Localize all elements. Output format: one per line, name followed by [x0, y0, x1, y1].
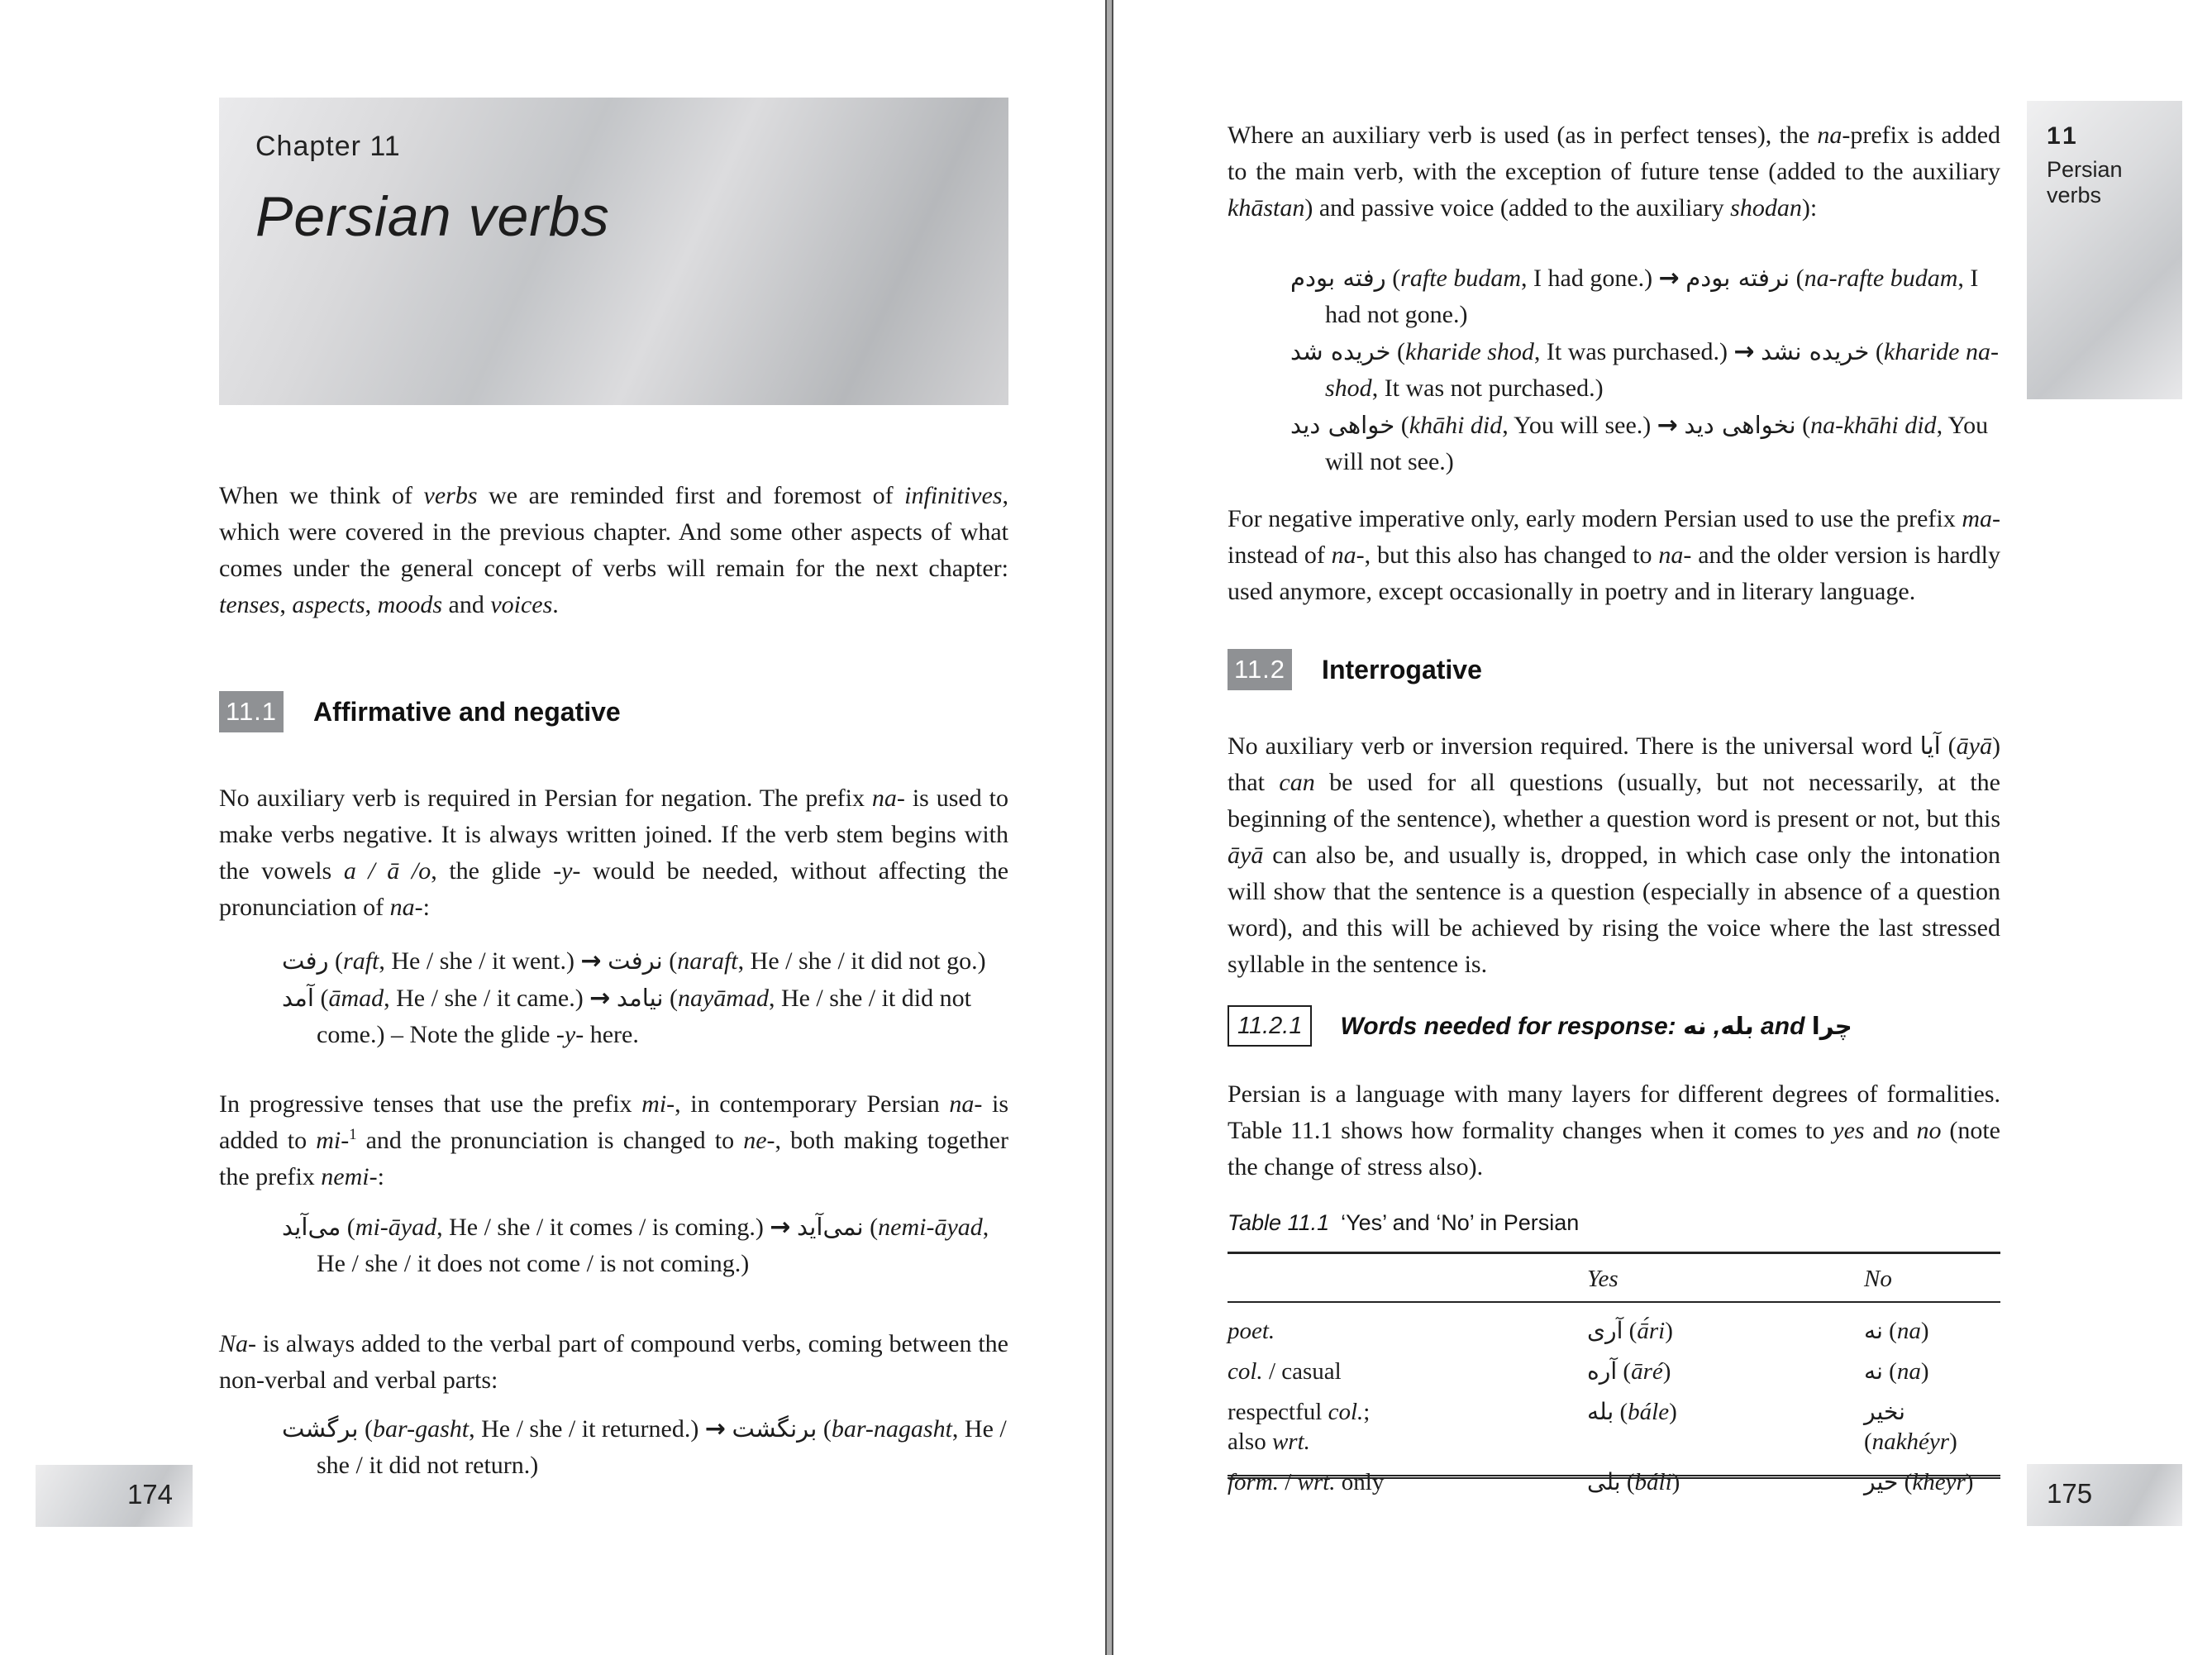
table-row [1228, 1351, 2000, 1391]
spine-divider [1105, 0, 1113, 1655]
section-title: Affirmative and negative [313, 696, 621, 727]
example-block-compound [219, 1410, 1008, 1484]
yes-cell: آری (ā́ri) [1587, 1317, 1673, 1344]
chapter-label: Chapter 11 [255, 131, 401, 162]
example-item: برگشت (bar-gasht, He / she / it returned.) → برنگشت (bar-nagasht, He / she / it did not return.) [282, 1414, 1007, 1479]
subsection-title: Words needed for response: بله, نه and چرا [1340, 1011, 1852, 1040]
example-block-auxiliary [1228, 260, 2000, 480]
column-header-yes: Yes [1587, 1253, 1864, 1303]
yes-cell: بله (bále) [1587, 1398, 1677, 1425]
yes-no-table-wrap [1228, 1252, 2000, 1502]
right-page [1113, 0, 2212, 1655]
page-number-box-left [36, 1465, 193, 1527]
paragraph-interrogative: No auxiliary verb or inversion required. There is the universal word آیا (āyā) that can be used for all questions (usually, but not necessarily, at the beginning of the sentence), whether a question word is present or not, but this āyā can also be, and usually is, dropped, in which case only the intonation will show that the sentence is a question (especially in absence of a question word), and this will be achieved by rising the voice where the last stressed syllable in the sentence is. [1228, 732, 2000, 978]
table-bottom-rule [1228, 1475, 2000, 1479]
section-number-badge: 11.1 [219, 691, 284, 732]
tab-chapter-number: 11 [2047, 122, 2080, 150]
example-item: می‌آید (mi-āyad, He / she / it comes / is coming.) → نمی‌آید (nemi-āyad, He / she / it does not come / is not coming.) [282, 1213, 989, 1277]
section-number-badge: 11.2 [1228, 649, 1292, 690]
chapter-title: Persian verbs [255, 185, 610, 248]
section-title: Interrogative [1322, 654, 1482, 684]
yes-no-table [1228, 1252, 2000, 1502]
table-row [1228, 1462, 2000, 1502]
chapter-header-box [219, 98, 1008, 405]
example-block-na [219, 942, 1008, 1053]
example-item: خواهی دید (khāhi did, You will see.) → نخواهی دید (na-khāhi did, You will not see.) [1290, 411, 1989, 475]
paragraph-negation: No auxiliary verb is required in Persian for negation. The prefix na- is used to make verbs negative. It is always written joined. If the verb stem begins with the vowels a / ā /o, the glide -y- would be needed, without affecting the pronunciation of na-: [219, 785, 1009, 921]
intro-paragraph: When we think of verbs we are reminded first and foremost of infinitives, which were covered in the previous chapter. And some other aspects of what comes under the general concept of verbs will remain for the next chapter: tenses, aspects, moods and voices. [219, 482, 1008, 618]
yes-cell: آره (āré) [1587, 1357, 1671, 1385]
paragraph-imperative: For negative imperative only, early modern Persian used to use the prefix ma- instead of na-, but this also has changed to na- and the older version is hardly used anymore, except occasionally in poetry and in literary language. [1228, 505, 2001, 605]
page-number: 174 [126, 1479, 173, 1510]
table-row [1228, 1302, 2000, 1351]
column-header-no: No [1864, 1253, 2000, 1303]
no-cell: نخیر (nakhéyr) [1864, 1398, 1957, 1455]
table-caption-text: ‘Yes’ and ‘No’ in Persian [1341, 1210, 1580, 1235]
paragraph-formality: Persian is a language with many layers for different degrees of formalities. Table 11.1 shows how formality changes when it comes to yes and no (note the change of stress also). [1228, 1080, 2000, 1180]
example-block-nemi [219, 1209, 1008, 1282]
paragraph-auxiliary: Where an auxiliary verb is used (as in perfect tenses), the na-prefix is added to the main verb, with the exception of future tense (added to the auxiliary khāstan) and passive voice (added to the auxiliary shodan): [1228, 122, 2001, 222]
row-label: poet. [1228, 1318, 1275, 1344]
subsection-number-badge: 11.2.1 [1228, 1005, 1312, 1047]
paragraph-progressive: In progressive tenses that use the prefix mi-, in contemporary Persian na- is added to mi-$^1$ and the pronunciation is changed to ne-, both making together the prefix nemi-: [219, 1090, 1009, 1190]
example-item: آمد (āmad, He / she / it came.) → نیامد (nayāmad, He / she / it did not come.) – Note the glide -y- here. [282, 984, 971, 1048]
page-number: 175 [2047, 1478, 2093, 1509]
column-header-empty [1228, 1253, 1587, 1303]
row-label: respectful col.; also wrt. [1228, 1399, 1371, 1455]
no-cell: خیر (kheyr) [1864, 1468, 1974, 1495]
page-number-box-right [2027, 1464, 2182, 1526]
table-caption [1228, 1210, 2000, 1236]
row-label: form. / wrt. only [1228, 1469, 1385, 1495]
table-header-row [1228, 1253, 2000, 1303]
yes-cell: بلی (báli) [1587, 1468, 1680, 1495]
section-heading-11-2-1 [1228, 1005, 2000, 1047]
section-heading-11-1 [219, 691, 1008, 732]
example-item: رفت (raft, He / she / it went.) → نرفت (naraft, He / she / it did not go.) [282, 947, 986, 975]
left-page [0, 0, 1105, 1655]
no-cell: نه (na) [1864, 1357, 1929, 1385]
example-item: رفته بودم (rafte budam, I had gone.) → نرفته بودم (na-rafte budam, I had not gone.) [1290, 264, 1979, 328]
no-cell: نه (na) [1864, 1317, 1929, 1344]
table-row [1228, 1391, 2000, 1462]
chapter-margin-tab [2027, 101, 2182, 399]
tab-chapter-title: Persian verbs [2047, 157, 2123, 207]
paragraph-compound: Na- is always added to the verbal part of compound verbs, coming between the non-verbal and verbal parts: [219, 1330, 1008, 1394]
row-label: col. / casual [1228, 1358, 1342, 1385]
section-heading-11-2 [1228, 649, 2000, 690]
table-caption-label: Table 11.1 [1228, 1210, 1330, 1235]
example-item: خریده شد (kharide shod, It was purchased.) → خریده نشد (kharide na-shod, It was not purchased.) [1290, 337, 1999, 402]
